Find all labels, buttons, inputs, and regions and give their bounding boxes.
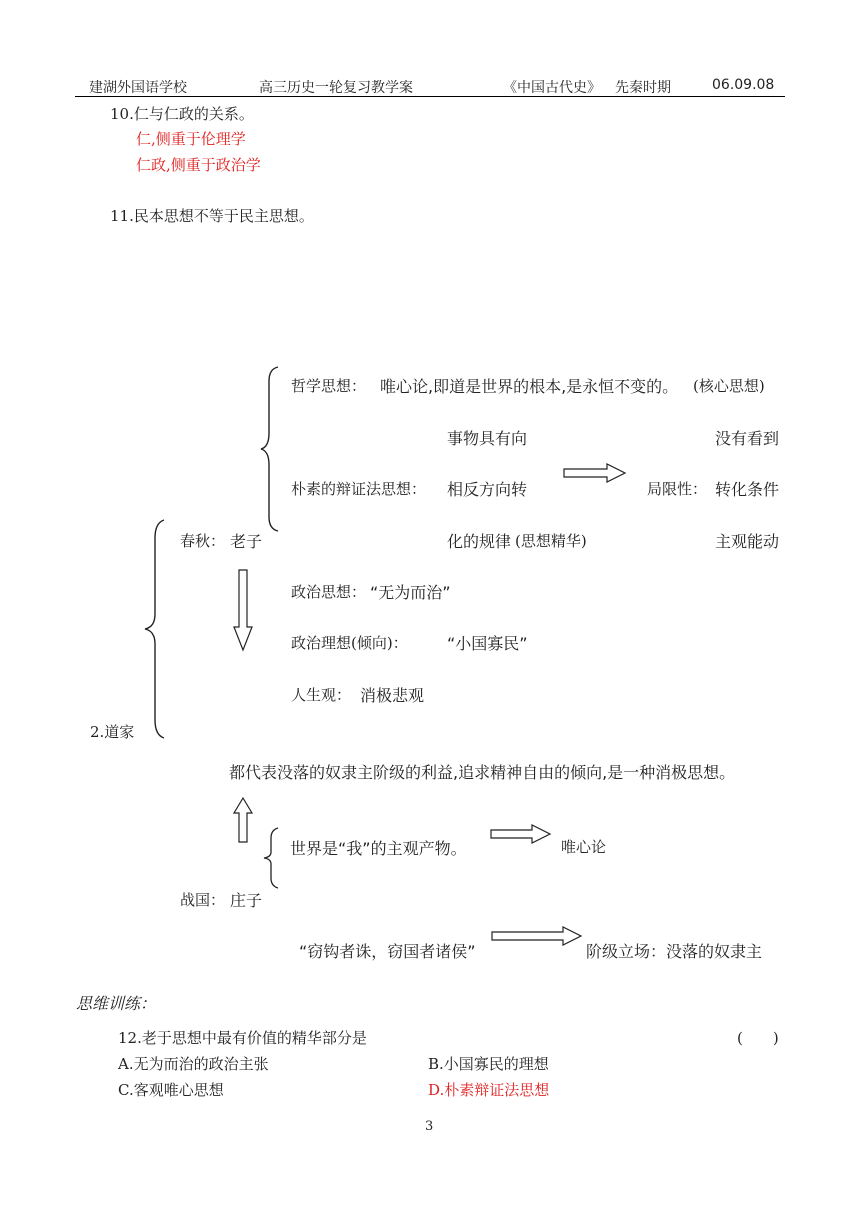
ideal-label: 政治理想(倾向)：	[291, 634, 408, 652]
philosophy-text: 唯心论,即道是世界的根本,是永恒不变的。	[380, 377, 679, 396]
limitation-line-3: 主观能动	[715, 532, 780, 551]
header-date: 06.09.08	[712, 77, 775, 93]
header-rule	[75, 96, 785, 97]
dialectic-label: 朴素的辩证法思想：	[291, 480, 427, 498]
ideal-text: “小国寡民”	[447, 634, 528, 653]
dialectic-line-2: 相反方向转	[447, 480, 528, 499]
header-school: 建湖外国语学校	[89, 80, 187, 96]
philosophy-label: 哲学思想：	[291, 377, 367, 395]
limitation-label: 局限性：	[647, 480, 708, 498]
header-course: 高三历史一轮复习教学案	[259, 80, 413, 96]
laozi-philosophy-brace	[258, 365, 282, 533]
q12-option-a: A.无为而治的政治主张	[118, 1055, 269, 1073]
dialectic-arrow-right-icon	[563, 462, 627, 484]
dialectic-line-1: 事物具有向	[447, 429, 528, 448]
zhuangzi-quote: “窃钩者诛，窃国者诸侯”	[299, 942, 476, 961]
zhuangzi-era: 战国：	[180, 891, 226, 909]
q12-answer-paren: ( )	[737, 1029, 779, 1047]
q10-answer-2: 仁政,侧重于政治学	[136, 156, 261, 174]
practice-heading: 思维训练：	[76, 994, 157, 1013]
daoism-common-summary: 都代表没落的奴隶主阶级的利益,追求精神自由的倾向,是一种消极思想。	[229, 763, 736, 782]
q12-stem: 12.老于思想中最有价值的精华部分是	[118, 1029, 367, 1047]
header-book: 《中国古代史》	[503, 80, 601, 96]
zhuangzi-quote-arrow-icon	[491, 926, 583, 946]
politics-label: 政治思想：	[291, 583, 367, 601]
laozi-down-arrow-icon	[232, 569, 254, 653]
q12-option-b: B.小国寡民的理想	[428, 1055, 549, 1073]
zhuangzi-name: 庄子	[230, 891, 263, 910]
q10-answer-1: 仁,侧重于伦理学	[136, 130, 246, 148]
limitation-line-2: 转化条件	[715, 480, 780, 499]
q12-option-d: D.朴素辩证法思想	[428, 1081, 550, 1099]
laozi-name: 老子	[230, 532, 263, 551]
zhuangzi-world-text: 世界是“我”的主观产物。	[290, 839, 467, 858]
life-text: 消极悲观	[360, 686, 425, 705]
page-number: 3	[425, 1119, 434, 1134]
zhuangzi-stance: 阶级立场：没落的奴隶主	[586, 942, 763, 961]
daoism-label: 2.道家	[90, 723, 135, 741]
dialectic-line-3: 化的规律	[447, 532, 512, 551]
dialectic-note: (思想精华)	[515, 532, 587, 550]
q10-title: 10.仁与仁政的关系。	[110, 105, 254, 123]
zhuangzi-world-arrow-icon	[490, 824, 552, 844]
header-period: 先秦时期	[615, 80, 671, 96]
limitation-line-1: 没有看到	[715, 429, 780, 448]
laozi-era: 春秋：	[180, 532, 226, 550]
philosophy-note: (核心思想)	[693, 377, 765, 395]
zhuangzi-up-arrow-icon	[232, 797, 254, 845]
politics-text: “无为而治”	[370, 583, 451, 602]
q11-title: 11.民本思想不等于民主思想。	[110, 207, 314, 225]
zhuangzi-brace	[261, 826, 281, 890]
zhuangzi-world-result: 唯心论	[561, 838, 607, 856]
q12-option-c: C.客观唯心思想	[118, 1081, 224, 1099]
daoism-main-brace	[142, 518, 168, 740]
life-label: 人生观：	[291, 686, 352, 704]
